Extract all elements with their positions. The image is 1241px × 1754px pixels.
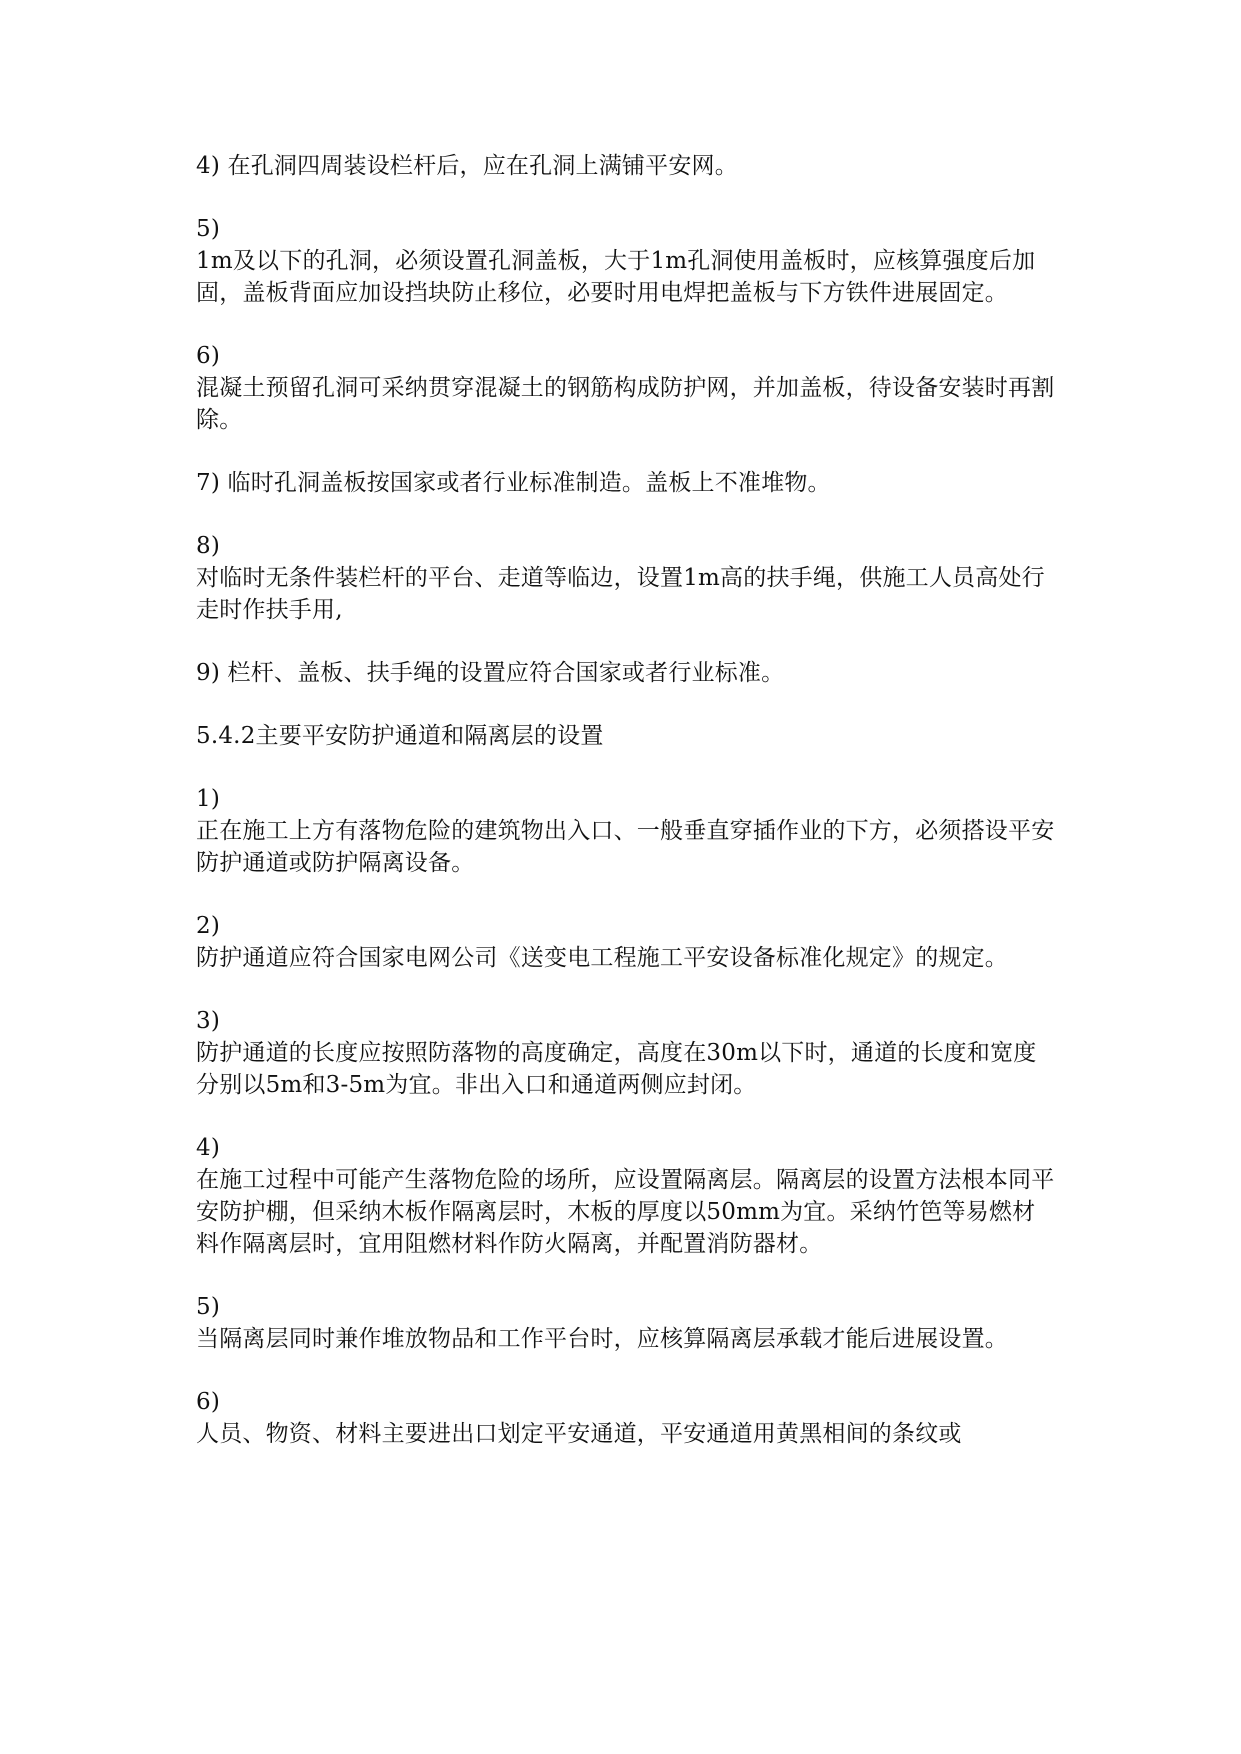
paragraph-item <box>196 530 1056 626</box>
paragraph-item <box>196 1005 1056 1101</box>
item-text: 正在施工上方有落物危险的建筑物出入口、一般垂直穿插作业的下方，必须搭设平安防护通道或防护隔离设备。 <box>196 818 1055 876</box>
paragraph-item <box>196 657 1056 689</box>
item-number: 7) <box>196 470 221 496</box>
section-title: 主要平安防护通道和隔离层的设置 <box>255 723 604 749</box>
paragraph-item <box>196 340 1056 436</box>
section-heading <box>196 720 1056 752</box>
item-number: 6) <box>196 343 221 369</box>
item-text: 混凝土预留孔洞可采纳贯穿混凝土的钢筋构成防护网，并加盖板，待设备安装时再割除。 <box>196 375 1055 433</box>
paragraph-item <box>196 150 1056 182</box>
item-text: 人员、物资、材料主要进出口划定平安通道，平安通道用黄黑相间的条纹或 <box>196 1421 962 1447</box>
item-number: 1) <box>196 786 221 812</box>
paragraph-item <box>196 1386 1056 1450</box>
item-text: 在施工过程中可能产生落物危险的场所，应设置隔离层。隔离层的设置方法根本同平安防护棚，但采纳木板作隔离层时，木板的厚度以50mm为宜。采纳竹笆等易燃材料作隔离层时，宜用阻燃材料作防火隔离，并配置消防器材。 <box>196 1167 1055 1257</box>
paragraph-item <box>196 1132 1056 1260</box>
item-text: 1m及以下的孔洞，必须设置孔洞盖板，大于1m孔洞使用盖板时，应核算强度后加固，盖板背面应加设挡块防止移位，必要时用电焊把盖板与下方铁件进展固定。 <box>196 248 1036 306</box>
paragraph-item <box>196 1291 1056 1355</box>
item-number: 4) <box>196 153 221 179</box>
item-text: 临时孔洞盖板按国家或者行业标准制造。盖板上不准堆物。 <box>227 470 831 496</box>
item-number: 9) <box>196 660 221 686</box>
section-number: 5.4.2 <box>196 723 256 749</box>
item-number: 6) <box>196 1389 221 1415</box>
paragraph-item <box>196 910 1056 974</box>
item-text: 防护通道应符合国家电网公司《送变电工程施工平安设备标准化规定》的规定。 <box>196 945 1008 971</box>
item-text: 防护通道的长度应按照防落物的高度确定，高度在30m以下时，通道的长度和宽度分别以5m和3-5m为宜。非出入口和通道两侧应封闭。 <box>196 1040 1037 1098</box>
item-number: 4) <box>196 1135 221 1161</box>
item-number: 5) <box>196 216 221 242</box>
item-number: 3) <box>196 1008 221 1034</box>
paragraph-item <box>196 783 1056 879</box>
item-text: 对临时无条件装栏杆的平台、走道等临边，设置1m高的扶手绳，供施工人员高处行走时作扶手用, <box>196 565 1045 623</box>
document-body <box>196 150 1056 1481</box>
paragraph-item <box>196 213 1056 309</box>
item-number: 5) <box>196 1294 221 1320</box>
item-number: 2) <box>196 913 221 939</box>
item-text: 当隔离层同时兼作堆放物品和工作平台时，应核算隔离层承载才能后进展设置。 <box>196 1326 1008 1352</box>
item-text: 栏杆、盖板、扶手绳的设置应符合国家或者行业标准。 <box>227 660 785 686</box>
item-text: 在孔洞四周装设栏杆后，应在孔洞上满铺平安网。 <box>227 153 738 179</box>
paragraph-item <box>196 467 1056 499</box>
item-number: 8) <box>196 533 221 559</box>
